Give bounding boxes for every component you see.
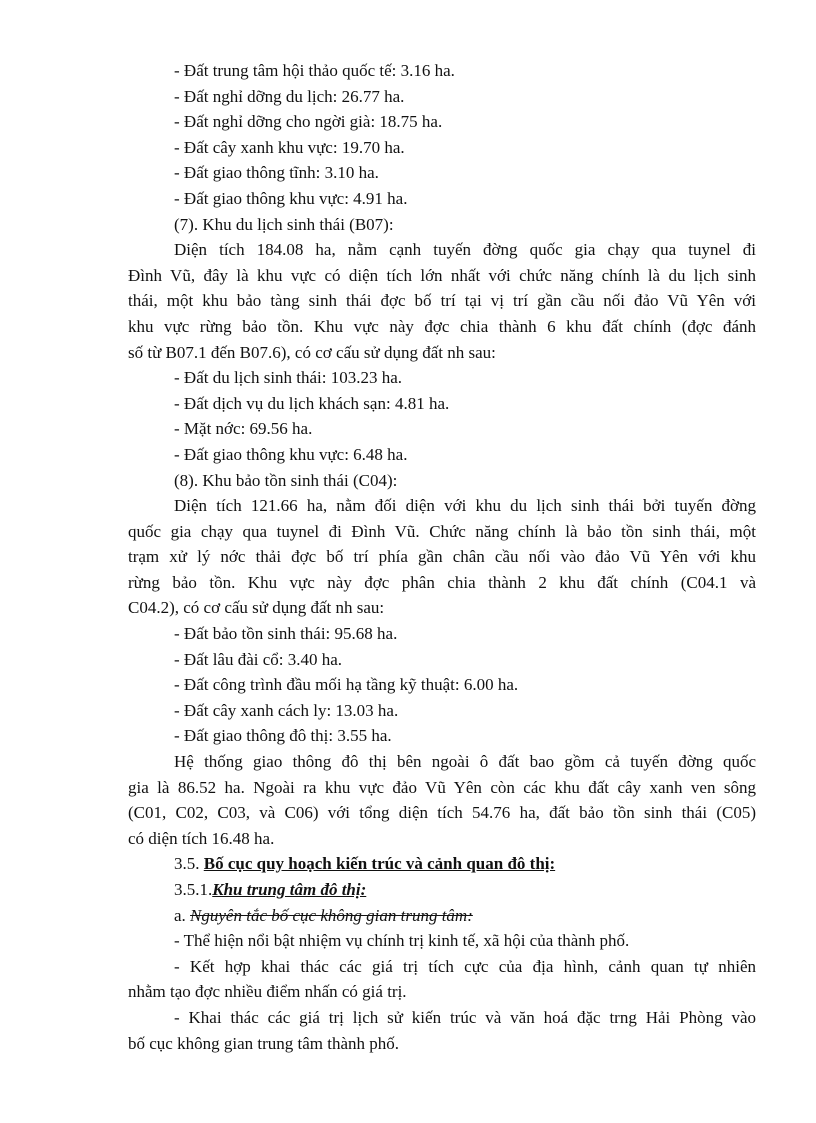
subsection-heading — [128, 877, 756, 903]
bullet-line: - Đất dịch vụ du lịch khách sạn: 4.81 ha. — [174, 393, 450, 413]
paragraph-line: trạm xử lý nớc thải đợc bố trí phía gần chân cầu nối vào đảo Vũ Yên với khu — [128, 547, 756, 567]
paragraph-line: có diện tích 16.48 ha. — [128, 828, 275, 848]
paragraph-line: Đình Vũ, đây là khu vực có diện tích lớn nhất với chức năng chính là du lịch sinh — [128, 265, 756, 285]
principle-heading — [128, 903, 756, 929]
bullet-line: - Đất nghỉ dỡng du lịch: 26.77 ha. — [174, 86, 405, 106]
bullet-line: - Đất trung tâm hội thảo quốc tế: 3.16 ha. — [174, 61, 455, 80]
principle-title: Nguyên tắc bố cục không gian trung tâm: — [190, 905, 473, 925]
paragraph-line: số từ B07.1 đến B07.6), có cơ cấu sử dụng đất nh sau: — [128, 342, 496, 362]
paragraph-line: Diện tích 121.66 ha, nằm đối diện với khu du lịch sinh thái bởi tuyến đờng — [174, 496, 756, 516]
zone-heading: (8). Khu bảo tồn sinh thái (C04): — [174, 470, 398, 490]
section-number: 3.5. — [174, 854, 200, 874]
paragraph-line: Diện tích 184.08 ha, nằm cạnh tuyến đờng quốc gia chạy qua tuynel đi — [174, 240, 756, 260]
paragraph-line: nhằm tạo đợc nhiều điểm nhấn có giá trị. — [128, 982, 407, 1002]
paragraph-line: thái, một khu bảo tàng sinh thái đợc bố trí tại vị trí gần cầu nối đảo Vũ Yên với — [128, 291, 756, 311]
bullet-line: - Đất giao thông khu vực: 6.48 ha. — [174, 444, 408, 464]
paragraph-line: rừng bảo tồn. Khu vực này đợc phân chia thành 2 khu đất chính (C04.1 và — [128, 572, 756, 592]
document-page — [128, 58, 756, 1056]
paragraph-line: C04.2), có cơ cấu sử dụng đất nh sau: — [128, 598, 385, 618]
paragraph-line: bố cục không gian trung tâm thành phố. — [128, 1033, 400, 1053]
paragraph-line: - Khai thác các giá trị lịch sử kiến trúc và văn hoá đặc trng Hải Phòng vào — [174, 1007, 756, 1027]
paragraph-line: quốc gia chạy qua tuynel đi Đình Vũ. Chức năng chính là bảo tồn sinh thái, một — [128, 521, 756, 541]
bullet-line: - Đất công trình đầu mối hạ tầng kỹ thuật: 6.00 ha. — [174, 675, 519, 695]
bullet-line: - Mặt nớc: 69.56 ha. — [174, 419, 313, 439]
bullet-line: - Đất du lịch sinh thái: 103.23 ha. — [174, 368, 403, 388]
bullet-line: - Đất bảo tồn sinh thái: 95.68 ha. — [174, 624, 398, 644]
paragraph-line: gia là 86.52 ha. Ngoài ra khu vực đảo Vũ Yên còn các khu đất cây xanh ven sông — [128, 777, 756, 797]
bullet-line: - Đất giao thông khu vực: 4.91 ha. — [174, 188, 408, 208]
zone-heading: (7). Khu du lịch sinh thái (B07): — [174, 214, 394, 234]
bullet-line: - Đất cây xanh cách ly: 13.03 ha. — [174, 700, 399, 720]
paragraph-line: khu vực rừng bảo tồn. Khu vực này đợc chia thành 6 khu đất chính (đợc đánh — [128, 316, 756, 336]
bullet-line: - Đất nghỉ dỡng cho ngời già: 18.75 ha. — [174, 112, 443, 132]
subsection-number: 3.5.1. — [174, 880, 213, 899]
bullet-line: - Thể hiện nổi bật nhiệm vụ chính trị kinh tế, xã hội của thành phố. — [174, 931, 630, 951]
bullet-line: - Đất giao thông đô thị: 3.55 ha. — [174, 726, 392, 746]
bullet-line: - Đất giao thông tĩnh: 3.10 ha. — [174, 163, 379, 183]
section-heading — [128, 851, 756, 877]
subsection-title: Khu trung tâm đô thị: — [212, 880, 367, 899]
paragraph-line: Hệ thống giao thông đô thị bên ngoài ô đất bao gồm cả tuyến đờng quốc — [174, 752, 756, 772]
paragraph-line: (C01, C02, C03, và C06) với tổng diện tích 54.76 ha, đất bảo tồn sinh thái (C05) — [128, 803, 756, 823]
section-title: Bố cục quy hoạch kiến trúc và cảnh quan đô thị: — [203, 854, 556, 874]
bullet-line: - Đất cây xanh khu vực: 19.70 ha. — [174, 137, 405, 157]
paragraph-line: - Kết hợp khai thác các giá trị tích cực của địa hình, cảnh quan tự nhiên — [174, 956, 756, 976]
principle-letter: a. — [174, 905, 186, 925]
bullet-line: - Đất lâu đài cổ: 3.40 ha. — [174, 649, 343, 669]
